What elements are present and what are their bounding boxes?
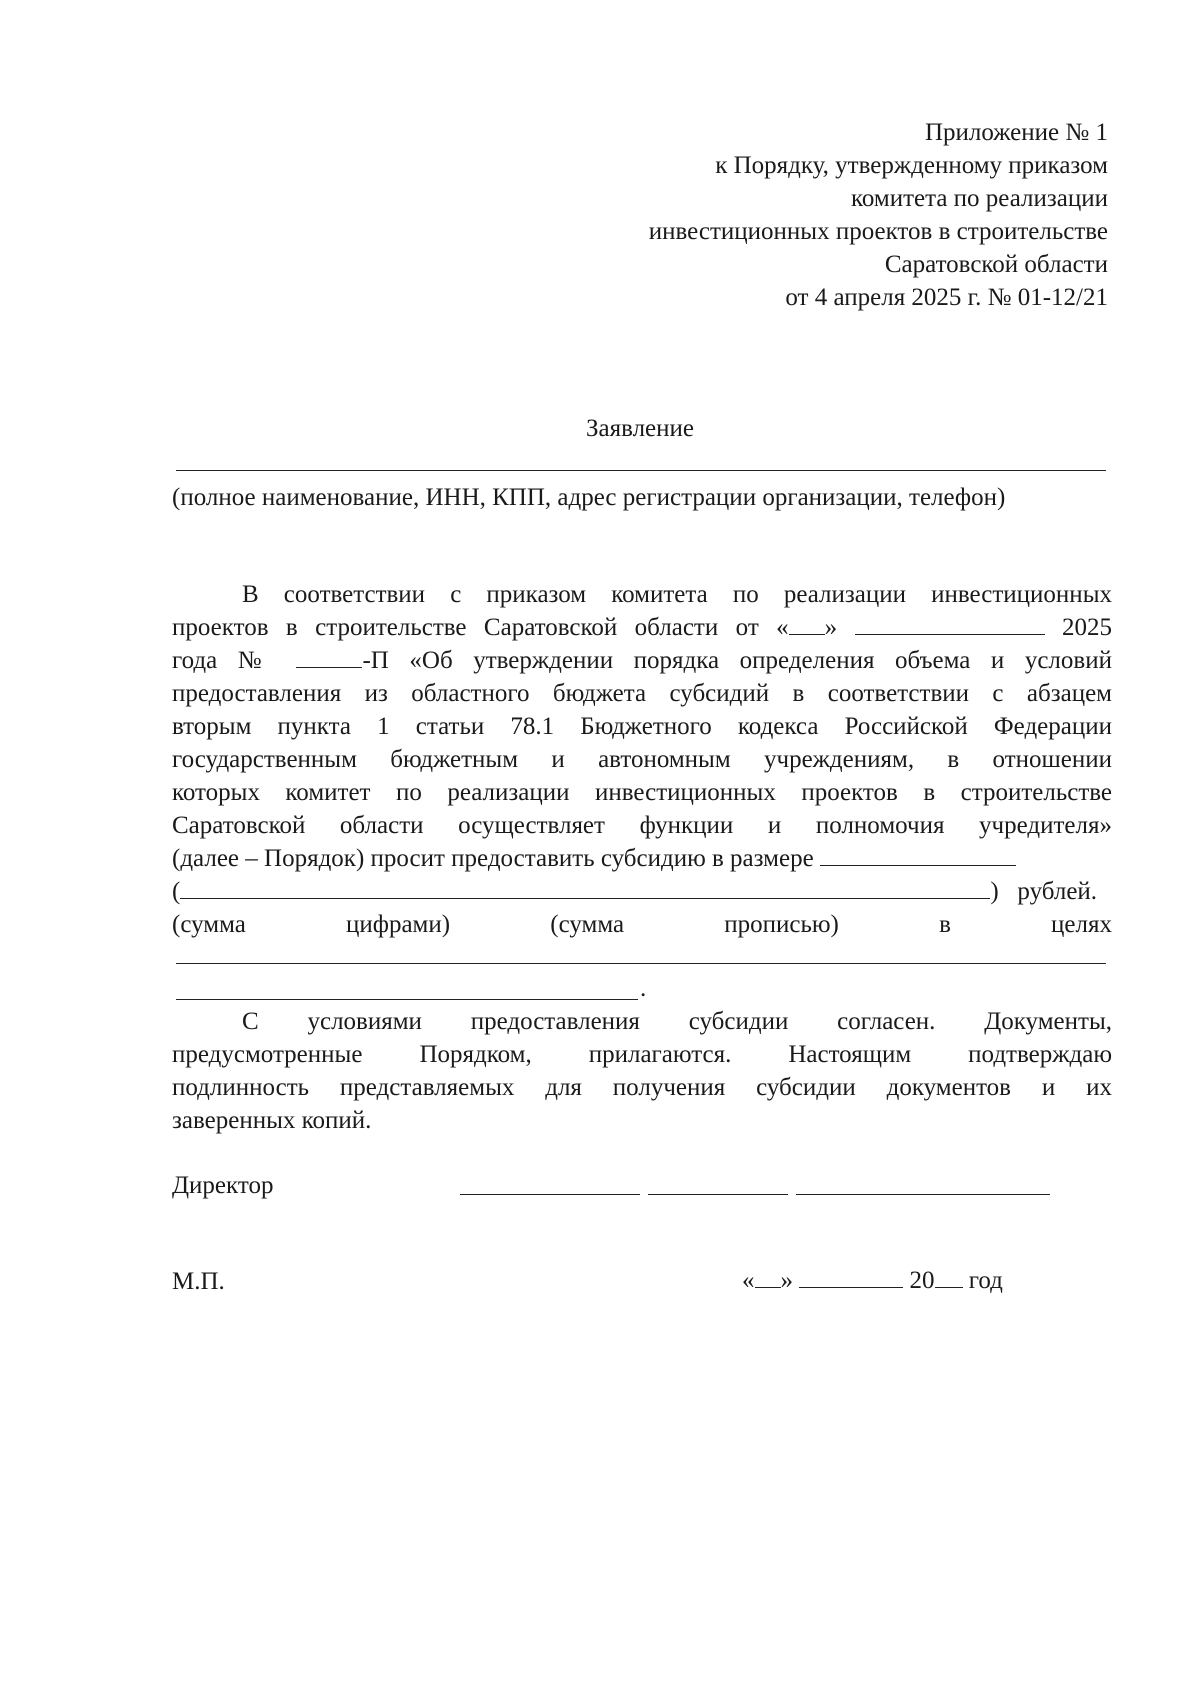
text-line: (далее – Порядок) просит предоставить субсидию в размере bbox=[172, 842, 1112, 875]
document-title: Заявление bbox=[585, 415, 695, 442]
applicant-caption: (полное наименование, ИНН, КПП, адрес регистрации организации, телефон) bbox=[172, 484, 1006, 511]
paragraph-request bbox=[172, 578, 1112, 941]
purpose-fill-line bbox=[176, 963, 1106, 964]
signature-line bbox=[460, 1194, 640, 1195]
date-field: « » 20 год bbox=[742, 1267, 1003, 1294]
date-month-blank bbox=[799, 1265, 903, 1288]
text-line: предоставления из областного бюджета субсидий в соответствии с абзацем bbox=[172, 680, 1112, 707]
appendix-line: Саратовской области bbox=[884, 251, 1108, 278]
signature-name-line bbox=[796, 1194, 1050, 1195]
month-blank bbox=[855, 612, 1045, 635]
purpose-fill-line-2 bbox=[176, 999, 638, 1000]
appendix-number: Приложение № 1 bbox=[924, 119, 1108, 146]
appendix-line: комитета по реализации bbox=[850, 185, 1108, 212]
text-line: предусмотренные Порядком, прилагаются. Настоящим подтверждаю bbox=[172, 1041, 1112, 1068]
text-line: заверенных копий. bbox=[172, 1107, 372, 1134]
text-line: государственным бюджетным и автономным учреждениям, в отношении bbox=[172, 746, 1112, 773]
text-line: ( ) рублей. bbox=[172, 878, 1098, 905]
text-line: проектов в строительстве Саратовской области от « » 2025 bbox=[172, 614, 1113, 641]
date-year-blank bbox=[935, 1265, 963, 1288]
purpose-period: . bbox=[640, 975, 647, 1002]
stamp-label: М.П. bbox=[172, 1268, 225, 1295]
appendix-header bbox=[548, 116, 1108, 314]
text-line: Саратовской области осуществляет функции и полномочия учредителя» bbox=[172, 812, 1112, 839]
amount-caption-line: (сумма цифрами) (сумма прописью) в целях bbox=[172, 911, 1112, 938]
text-line: года № -П «Об утверждении порядка определения объема и условий bbox=[172, 647, 1112, 674]
day-blank bbox=[789, 612, 825, 635]
appendix-date: от 4 апреля 2025 г. № 01-12/21 bbox=[785, 284, 1108, 311]
amount-digits-blank bbox=[820, 843, 1016, 866]
paragraph-consent bbox=[172, 1005, 1112, 1137]
date-day-blank bbox=[755, 1265, 781, 1288]
text-line: вторым пункта 1 статьи 78.1 Бюджетного кодекса Российской Федерации bbox=[172, 713, 1112, 740]
director-label: Директор bbox=[172, 1172, 274, 1199]
amount-words-blank bbox=[180, 876, 990, 899]
text-line: В соответствии с приказом комитета по реализации инвестиционных bbox=[242, 581, 1112, 608]
text-line: которых комитет по реализации инвестиционных проектов в строительстве bbox=[172, 779, 1112, 806]
text-line: С условиями предоставления субсидии согласен. Документы, bbox=[242, 1008, 1112, 1035]
appendix-line: инвестиционных проектов в строительстве bbox=[648, 218, 1108, 245]
appendix-line: к Порядку, утвержденному приказом bbox=[715, 152, 1108, 179]
signature-line bbox=[648, 1194, 788, 1195]
text-line: подлинность представляемых для получения субсидии документов и их bbox=[172, 1074, 1112, 1101]
order-number-blank bbox=[296, 645, 362, 668]
applicant-fill-line bbox=[176, 470, 1106, 471]
